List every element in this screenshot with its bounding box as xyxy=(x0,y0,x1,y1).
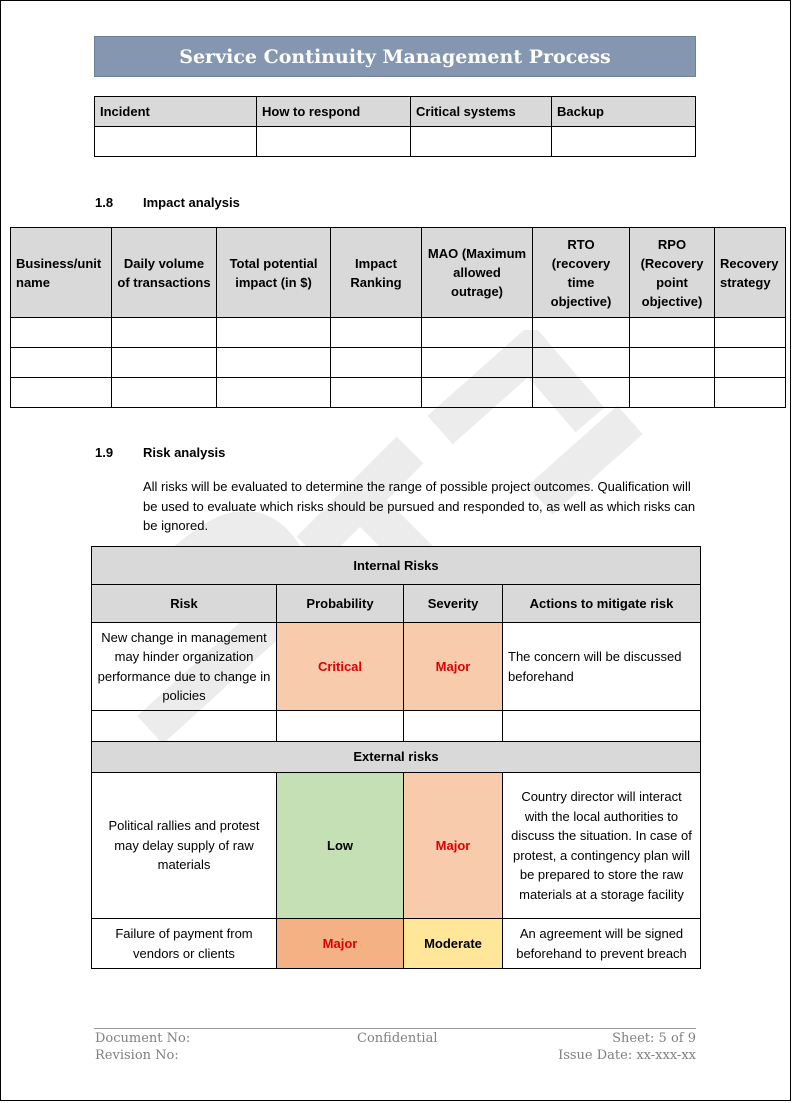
confidential-label: Confidential xyxy=(357,1031,438,1046)
table-row xyxy=(92,711,701,742)
table-cell xyxy=(331,378,422,408)
section-number: 1.9 xyxy=(95,445,114,460)
actions-header: Actions to mitigate risk xyxy=(503,585,701,623)
table-cell xyxy=(277,711,404,742)
table-row xyxy=(92,919,701,969)
table-cell xyxy=(112,378,217,408)
table-cell xyxy=(630,378,715,408)
probability-cell: Low xyxy=(277,773,404,919)
table-cell xyxy=(11,348,112,378)
incident-table xyxy=(94,96,696,157)
table-cell xyxy=(422,348,533,378)
impact-table xyxy=(10,227,786,408)
table-row xyxy=(11,318,786,348)
revision-no: Revision No: xyxy=(95,1048,179,1063)
incident-header-row xyxy=(95,97,696,127)
impact-ranking-header: Impact Ranking xyxy=(331,228,422,318)
risk-paragraph: All risks will be evaluated to determine the range of possible project outcomes. Qualification will be used to evaluate which risks should be pursued and responded to, as well as which risks can be ignored. xyxy=(143,479,696,533)
impact-header-row xyxy=(11,228,786,318)
risk-header-row xyxy=(92,585,701,623)
table-cell xyxy=(112,318,217,348)
table-row xyxy=(92,773,701,919)
risk-cell: New change in management may hinder organization performance due to change in policies xyxy=(92,623,277,711)
table-cell xyxy=(217,378,331,408)
impact-section-heading xyxy=(95,195,240,210)
action-cell: Country director will interact with the local authorities to discuss the situation. In case of protest, a contingency plan will be prepared to store the raw materials at a storage facility xyxy=(503,773,701,919)
table-cell xyxy=(630,318,715,348)
table-cell xyxy=(422,378,533,408)
table-cell xyxy=(331,348,422,378)
internal-risks-title-row xyxy=(92,547,701,585)
table-cell xyxy=(533,378,630,408)
section-number: 1.8 xyxy=(95,195,114,210)
table-cell xyxy=(503,711,701,742)
table-cell xyxy=(422,318,533,348)
footer-divider xyxy=(94,1028,696,1029)
table-cell xyxy=(331,318,422,348)
table-cell xyxy=(92,711,277,742)
severity-cell: Moderate xyxy=(404,919,503,969)
external-risks-title: External risks xyxy=(92,742,701,773)
risk-section-heading xyxy=(95,445,225,460)
total-impact-header: Total potential impact (in $) xyxy=(217,228,331,318)
how-to-respond-header-cell: How to respond xyxy=(257,97,411,127)
table-cell xyxy=(257,127,411,157)
table-cell xyxy=(95,127,257,157)
table-cell xyxy=(533,318,630,348)
page-title: Service Continuity Management Process xyxy=(94,36,696,77)
issue-date: Issue Date: xx-xxx-xx xyxy=(558,1048,696,1063)
table-cell xyxy=(533,348,630,378)
daily-volume-header: Daily volume of transactions xyxy=(112,228,217,318)
risk-cell: Failure of payment from vendors or clients xyxy=(92,919,277,969)
table-cell xyxy=(112,348,217,378)
probability-cell: Critical xyxy=(277,623,404,711)
recovery-strategy-header: Recovery strategy xyxy=(715,228,786,318)
severity-header: Severity xyxy=(404,585,503,623)
footer-right xyxy=(558,1030,696,1064)
table-cell xyxy=(11,318,112,348)
risk-cell: Political rallies and protest may delay supply of raw materials xyxy=(92,773,277,919)
table-cell xyxy=(411,127,552,157)
critical-systems-header-cell: Critical systems xyxy=(411,97,552,127)
table-cell xyxy=(404,711,503,742)
table-row xyxy=(92,623,701,711)
incident-header-cell: Incident xyxy=(95,97,257,127)
table-cell xyxy=(217,318,331,348)
external-risks-title-row xyxy=(92,742,701,773)
table-row xyxy=(11,348,786,378)
risk-header: Risk xyxy=(92,585,277,623)
probability-cell: Major xyxy=(277,919,404,969)
internal-risks-title: Internal Risks xyxy=(92,547,701,585)
footer-left xyxy=(95,1030,190,1064)
table-row xyxy=(95,127,696,157)
table-cell xyxy=(715,318,786,348)
table-cell xyxy=(715,378,786,408)
action-cell: The concern will be discussed beforehand xyxy=(503,623,701,711)
table-cell xyxy=(217,348,331,378)
table-cell xyxy=(715,348,786,378)
rpo-header: RPO (Recovery point objective) xyxy=(630,228,715,318)
sheet-number: Sheet: 5 of 9 xyxy=(612,1031,696,1046)
section-title: Risk analysis xyxy=(143,445,226,460)
document-no: Document No: xyxy=(95,1031,191,1046)
backup-header-cell: Backup xyxy=(552,97,696,127)
table-cell xyxy=(630,348,715,378)
table-cell xyxy=(11,378,112,408)
table-row xyxy=(11,378,786,408)
section-title: Impact analysis xyxy=(143,195,240,210)
severity-cell: Major xyxy=(404,623,503,711)
severity-cell: Major xyxy=(404,773,503,919)
action-cell: An agreement will be signed beforehand to prevent breach xyxy=(503,919,701,969)
risk-table xyxy=(91,546,701,969)
footer-center xyxy=(357,1030,438,1047)
probability-header: Probability xyxy=(277,585,404,623)
rto-header: RTO (recovery time objective) xyxy=(533,228,630,318)
mao-header: MAO (Maximum allowed outrage) xyxy=(422,228,533,318)
table-cell xyxy=(552,127,696,157)
business-unit-header: Business/unit name xyxy=(11,228,112,318)
